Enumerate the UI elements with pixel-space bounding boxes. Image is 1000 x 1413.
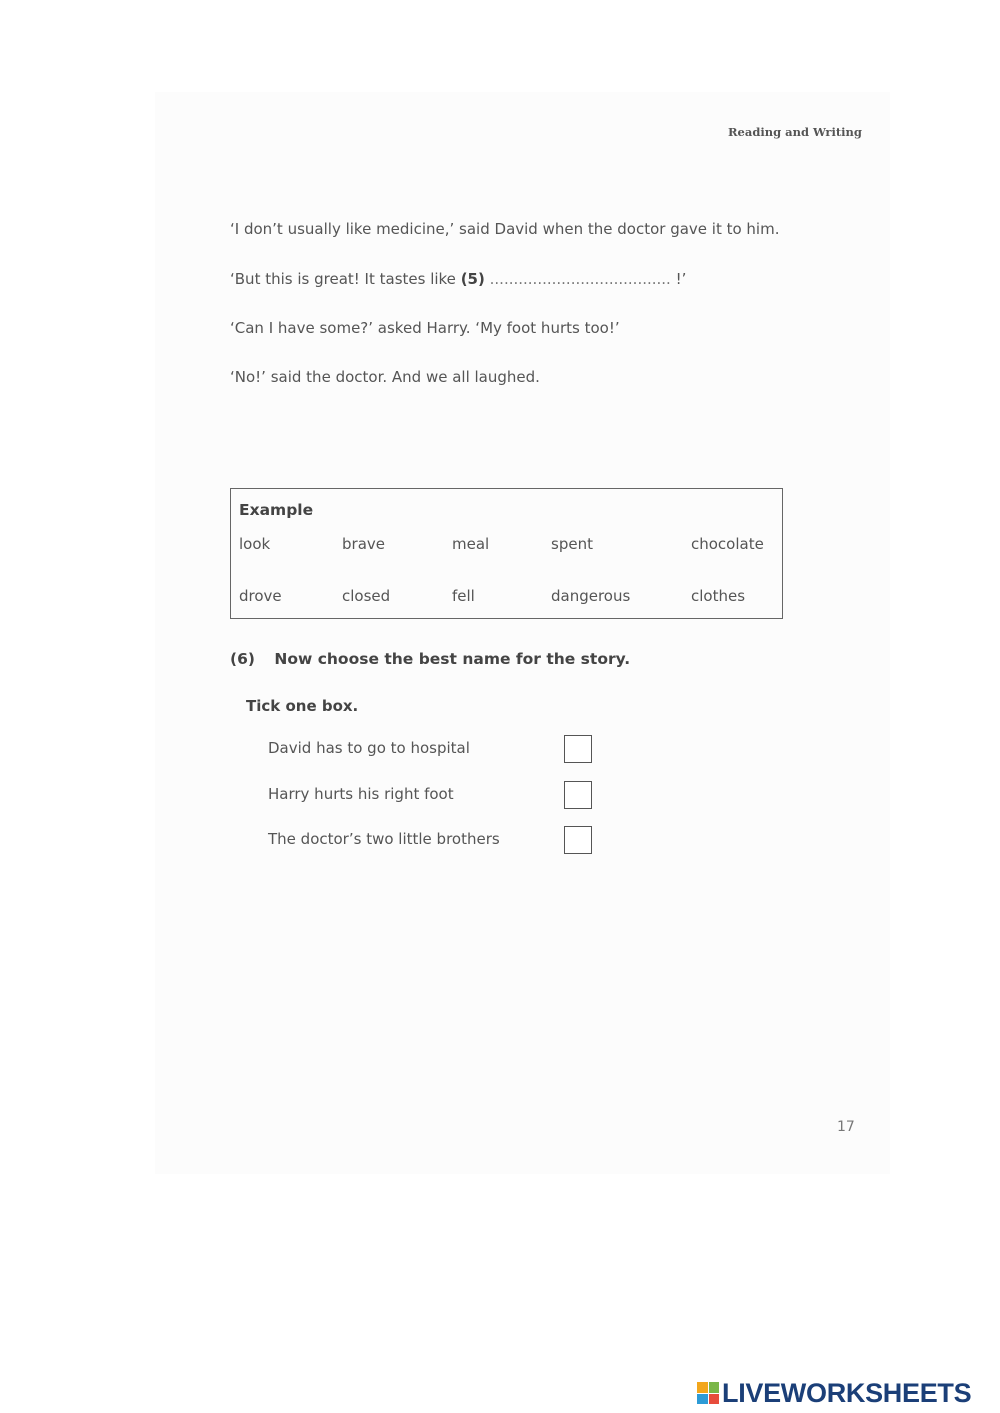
word-brave: brave <box>342 535 385 553</box>
tick-box-1[interactable] <box>564 735 592 763</box>
story-line-2-text: ‘But this is great! It tastes like <box>230 270 456 288</box>
logo-square-4 <box>709 1394 720 1405</box>
liveworksheets-brand <box>697 1378 971 1408</box>
word-spent: spent <box>551 535 593 553</box>
section-header: Reading and Writing <box>728 125 862 139</box>
tick-box-2[interactable] <box>564 781 592 809</box>
gap-number: (5) <box>460 270 485 288</box>
question-number: (6) <box>230 650 255 668</box>
word-drove: drove <box>239 587 282 605</box>
question-6 <box>230 650 630 668</box>
story-line-2 <box>230 270 686 288</box>
word-clothes: clothes <box>691 587 746 605</box>
option-label-3: The doctor’s two little brothers <box>268 830 500 848</box>
worksheet-page <box>155 92 890 1174</box>
instruction: Tick one box. <box>246 697 359 715</box>
option-label-2: Harry hurts his right foot <box>268 785 454 803</box>
word-chocolate: chocolate <box>691 535 764 553</box>
example-title: Example <box>239 501 314 519</box>
answer-blank-5[interactable]: ...................................... <box>489 270 671 288</box>
word-bank-box <box>230 488 783 619</box>
story-line-3: ‘Can I have some?’ asked Harry. ‘My foot hurts too!’ <box>230 319 620 337</box>
story-line-4: ‘No!’ said the doctor. And we all laughed. <box>230 368 540 386</box>
liveworksheets-logo-icon <box>697 1382 719 1404</box>
word-meal: meal <box>452 535 490 553</box>
word-closed: closed <box>342 587 391 605</box>
brand-name: LIVEWORKSHEETS <box>722 1377 972 1408</box>
tick-box-3[interactable] <box>564 826 592 854</box>
question-text: Now choose the best name for the story. <box>274 650 631 668</box>
word-dangerous: dangerous <box>551 587 631 605</box>
logo-square-3 <box>697 1394 708 1405</box>
word-fell: fell <box>452 587 475 605</box>
story-line-2-end: !’ <box>675 270 687 288</box>
logo-square-1 <box>697 1382 708 1393</box>
logo-square-2 <box>709 1382 720 1393</box>
page-number: 17 <box>837 1119 855 1135</box>
story-line-1: ‘I don’t usually like medicine,’ said David when the doctor gave it to him. <box>230 220 780 238</box>
word-look: look <box>239 535 271 553</box>
option-label-1: David has to go to hospital <box>268 739 470 757</box>
